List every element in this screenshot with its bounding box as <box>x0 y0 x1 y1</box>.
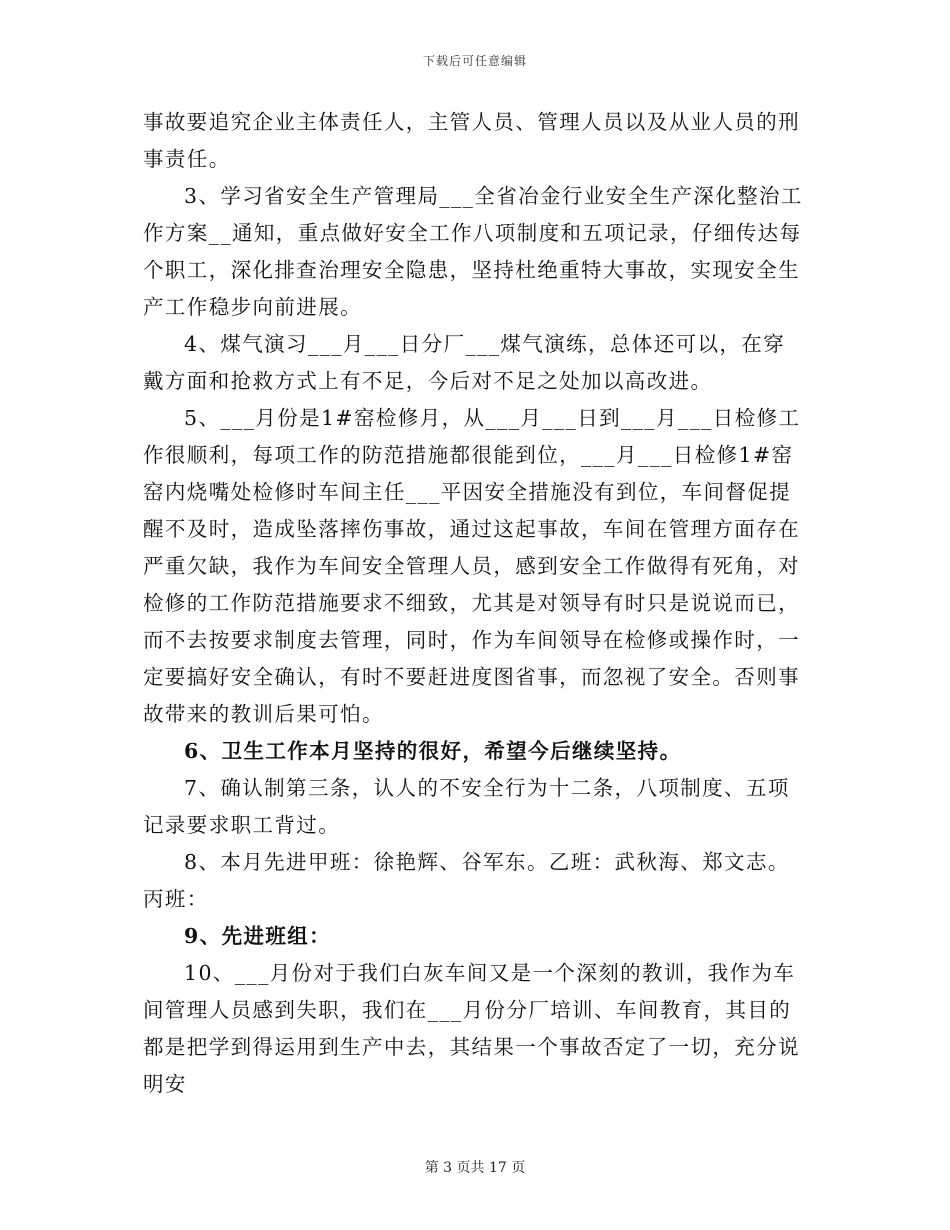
paragraph-continuation: 事故要追究企业主体责任人，主管人员、管理人员以及从业人员的刑事责任。 <box>143 110 800 171</box>
page-header: 下载后可任意编辑 <box>422 54 527 68</box>
paragraph-item-3: 3、学习省安全生产管理局___全省冶金行业安全生产深化整治工作方案__通知，重点做好安全工作八项制度和五项记录，仔细传达每个职工，深化排查治理安全隐患，坚持杜绝重特大事故，实现安全生产工作稳步向前进展。 <box>143 184 803 319</box>
paragraph-item-9: 9、先进班组： <box>184 924 332 948</box>
paragraph-item-8: 8、本月先进甲班：徐艳辉、谷军东。乙班：武秋海、郑文志。丙班： <box>143 850 790 911</box>
document-body <box>143 104 805 1103</box>
paragraph-item-5: 5、___月份是1#窑检修月，从___月___日到___月___日检修工作很顺利，每项工作的防范措施都很能到位，___月___日检修1#窑窑内烧嘴处检修时车间主任___平因安全措施没有到位，车间督促提醒不及时，造成坠落摔伤事故，通过这起事故，车间在管理方面存在严重欠缺，我作为车间安全管理人员，感到安全工作做得有死角，对检修的工作防范措施要求不细致，尤其是对领导有时只是说说而已，而不去按要求制度去管理，同时，作为车间领导在检修或操作时，一定要搞好安全确认，有时不要赶进度图省事，而忽视了安全。否则事故带来的教训后果可怕。 <box>143 406 801 726</box>
paragraph-item-4: 4、煤气演习___月___日分厂___煤气演练，总体还可以，在穿戴方面和抢救方式上有不足，今后对不足之处加以高改进。 <box>143 332 786 393</box>
page-footer: 第 3 页共 17 页 <box>424 1160 526 1176</box>
paragraph-item-6: 6、卫生工作本月坚持的很好，希望今后继续坚持。 <box>184 739 682 763</box>
paragraph-item-7: 7、确认制第三条，认人的不安全行为十二条，八项制度、五项记录要求职工背过。 <box>143 776 790 837</box>
paragraph-item-10: 10、___月份对于我们白灰车间又是一个深刻的教训，我作为车间管理人员感到失职，我们在___月份分厂培训、车间教育，其目的都是把学到得运用到生产中去，其结果一个事故否定了一切，充分说明安 <box>143 961 800 1096</box>
